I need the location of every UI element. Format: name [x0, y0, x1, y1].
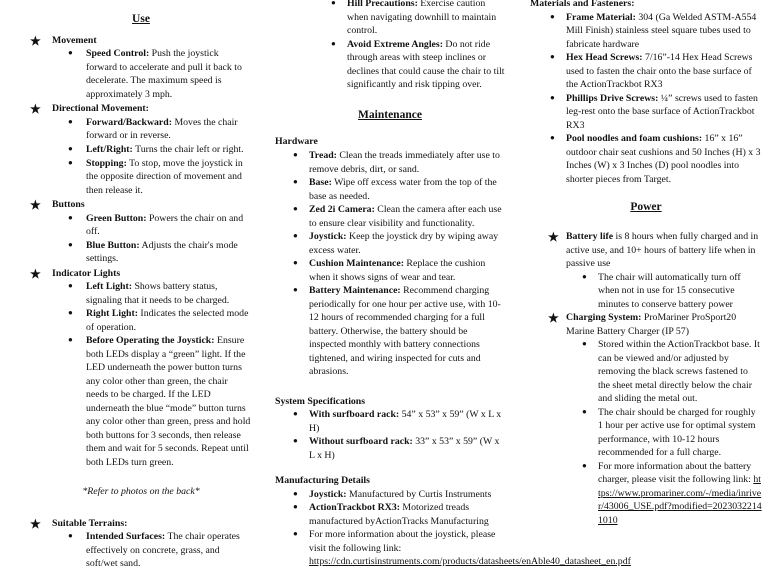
list-item: ● Right Light: Indicates the selected mode of operation.	[30, 307, 252, 334]
materials-list	[530, 11, 762, 187]
specs-heading: System Specifications	[275, 395, 366, 407]
list-item: ● Zed 2i Camera: Clean the camera after each use to ensure clear visibility and functionality.	[275, 203, 505, 230]
list-item: ● Pool noodles and foam cushions: 16” x 16” outdoor chair seat cushions and 50 Inches (H) x 3 Inches (W) x 3 Inches (D) pool noodles into shorter pieces from Target.	[530, 132, 762, 186]
charging-sublist	[530, 338, 762, 527]
list-item: ● Hex Head Screws: 7/16”-14 Hex Head Screws used to fasten the chair onto the base surface of the ActionTrackbot RX3	[530, 51, 762, 92]
list-item: ● The chair should be charged for roughly 1 hour per active use for optimal system performance, with 10-12 hours recommended for a full charge.	[530, 406, 762, 460]
materials-heading: Materials and Fasteners:	[530, 0, 635, 9]
list-item: ● The chair will automatically turn off when not in use for 15 consecutive minutes to conserve battery power	[530, 271, 762, 312]
hardware-list	[275, 149, 505, 379]
list-item: ● Intended Surfaces: The chair operates effectively on concrete, grass, and soft/wet sand.	[30, 530, 252, 571]
indicator-heading: ★ Indicator Lights	[30, 266, 121, 281]
joystick-datasheet-link[interactable]: https://cdn.curtisinstruments.com/products/datasheets/enAble40_datasheet_en.pdf	[309, 556, 631, 568]
list-item: ● Speed Control: Push the joystick forward to accelerate and pull it back to decelerate. The maximum speed is approximately 3 mph.	[30, 47, 252, 101]
star-icon: ★	[548, 311, 559, 326]
indicator-list	[30, 280, 252, 469]
list-item: ● Hill Precautions: Exercise caution when navigating downhill to maintain control.	[313, 0, 505, 38]
terrains-heading: ★ Suitable Terrains:	[30, 516, 128, 531]
list-item: ● Phillips Drive Screws: ¼” screws used to fasten leg-rest onto the base surface of ActionTrackbot RX3	[530, 92, 762, 133]
list-item: ● For more information about the battery charger, please visit the following link: https://www.promariner.com/-/media/inriver/43006_USE.pdf?modified=20230322141010	[530, 460, 762, 528]
terrain-precautions-list	[313, 0, 505, 92]
list-item: ● ActionTrackbot RX3: Motorized treads manufactured byActionTracks Manufacturing	[275, 501, 505, 528]
star-icon: ★	[30, 198, 41, 213]
directional-list	[30, 116, 252, 197]
star-icon: ★	[548, 230, 559, 245]
specs-list	[275, 408, 505, 462]
battery-sublist	[530, 271, 762, 312]
list-item: ● Left Light: Shows battery status, signaling that it needs to be charged.	[30, 280, 252, 307]
photo-note: *Refer to photos on the back*	[82, 486, 200, 498]
list-item: ● Blue Button: Adjusts the chair's mode settings.	[30, 239, 252, 266]
list-item: ● Cushion Maintenance: Replace the cushion when it shows signs of wear and tear.	[275, 257, 505, 284]
list-item: ● Tread: Clean the treads immediately after use to remove debris, dirt, or sand.	[275, 149, 505, 176]
list-item: ● Left/Right: Turns the chair left or right.	[30, 143, 252, 157]
charger-manual-link[interactable]: https://www.promariner.com/-/media/inriver/43006_USE.pdf?modified=20230322141010	[598, 474, 762, 526]
movement-heading: ★ Movement	[30, 33, 97, 48]
list-item: ● Base: Wipe off excess water from the top of the base as needed.	[275, 176, 505, 203]
manufacturing-list	[275, 488, 631, 569]
list-item: ● Forward/Backward: Moves the chair forward or in reverse.	[30, 116, 252, 143]
star-icon: ★	[30, 102, 41, 117]
maintenance-heading: Maintenance	[358, 108, 422, 121]
list-item: ● Joystick: Manufactured by Curtis Instruments	[275, 488, 505, 502]
list-item: ● With surfboard rack: 54” x 53” x 59” (W x L x H)	[275, 408, 505, 435]
list-item: ● Before Operating the Joystick: Ensure both LEDs display a “green” light. If the LED underneath the power button turns any color other than green, the chair needs to be charged. If the LED underneath the blue “mode” button turns any color other than green, press and hold both buttons for 3 seconds, then release them and wait for 5 seconds. Repeat until both LEDs turn green.	[30, 334, 252, 469]
list-item: ● For more information about the joystick, please visit the following link: https://cdn.curtisinstruments.com/products/datasheets/enAble40_datasheet_en.pdf	[275, 528, 505, 569]
list-item: ● Joystick: Keep the joystick dry by wiping away excess water.	[275, 230, 505, 257]
charging-system-item: ★ Charging System: ProMariner ProSport20 Marine Battery Charger (IP 57)	[548, 311, 737, 337]
directional-heading: ★ Directional Movement:	[30, 102, 149, 117]
movement-list	[30, 47, 252, 101]
manufacturing-heading: Manufacturing Details	[275, 475, 370, 487]
list-item: ● Battery Maintenance: Recommend charging periodically for one hour per active use, with 10-12 hours of recommended charging for a full battery. Otherwise, the battery should be inspected monthly with battery connections tightened, and wiring inspected for cuts and abrasions.	[275, 284, 505, 379]
battery-life-item: ★ Battery life is 8 hours when fully charged and in active use, and 10+ hours of battery life when in passive use	[548, 230, 759, 270]
buttons-heading: ★ Buttons	[30, 198, 85, 213]
hardware-heading: Hardware	[275, 136, 318, 148]
list-item: ● Avoid Extreme Angles: Do not ride through areas with steep inclines or declines that could cause the chair to tilt significantly and risk tipping over.	[313, 38, 505, 92]
list-item: ● Stopping: To stop, move the joystick in the opposite direction of movement and then release it.	[30, 157, 252, 198]
list-item: ● Stored within the ActionTrackbot base. It can be viewed and/or adjusted by removing the black screws fastened to the sheet metal directly below the chair and sliding the metal out.	[530, 338, 762, 406]
star-icon: ★	[30, 266, 41, 281]
list-item: ● Without surfboard rack: 33” x 53” x 59” (W x L x H)	[275, 435, 505, 462]
terrains-list	[30, 530, 252, 571]
power-heading: Power	[630, 201, 662, 214]
column-materials-power	[530, 0, 762, 527]
list-item: ● Green Button: Powers the chair on and off.	[30, 212, 252, 239]
star-icon: ★	[30, 516, 41, 531]
buttons-list	[30, 212, 252, 266]
column-use	[30, 0, 252, 571]
star-icon: ★	[30, 33, 41, 48]
list-item: ● Frame Material: 304 (Ga Welded ASTM-A554 Mill Finish) stainless steel square tubes used to fabricate hardware	[530, 11, 762, 52]
use-heading: Use	[132, 13, 150, 25]
